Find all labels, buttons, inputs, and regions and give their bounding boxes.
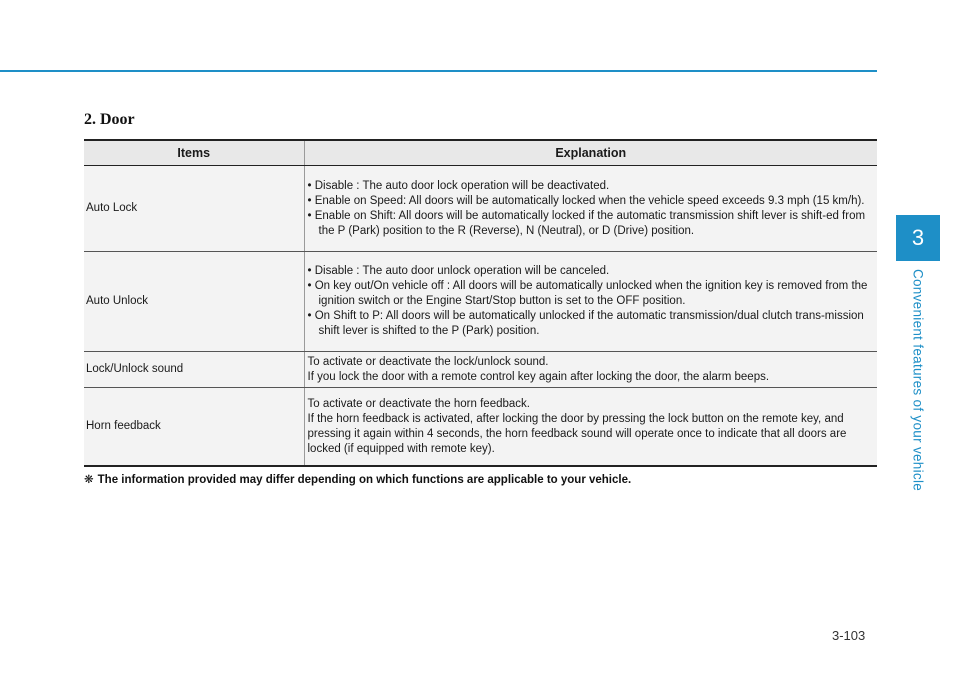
explanation-line: If you lock the door with a remote control key again after locking the door, the alarm beeps. xyxy=(307,370,770,383)
bullet-item: • Disable : The auto door lock operation will be deactivated. xyxy=(308,179,870,194)
row-explanation xyxy=(304,388,877,467)
bullet-list xyxy=(308,179,870,239)
door-settings-table xyxy=(84,139,877,467)
table-row xyxy=(84,352,877,388)
bullet-item: • On Shift to P: All doors will be automatically unlocked if the automatic transmission/dual clutch trans-mission shift lever is shifted to the P (Park) position. xyxy=(308,309,870,339)
row-item-auto-lock: Auto Lock xyxy=(84,166,304,252)
chapter-label: Convenient features of your vehicle xyxy=(910,268,926,492)
footnote xyxy=(84,472,631,486)
explanation-lines xyxy=(308,355,870,385)
table-row xyxy=(84,388,877,467)
top-rule xyxy=(0,70,877,72)
bullet-item: • Enable on Shift: All doors will be automatically locked if the automatic transmission shift lever is shift-ed from the P (Park) position to the R (Reverse), N (Neutral), or D (Drive) position. xyxy=(308,209,870,239)
row-explanation xyxy=(304,352,877,388)
explanation-lines xyxy=(308,397,870,457)
explanation-line: To activate or deactivate the horn feedback. xyxy=(307,397,530,410)
row-item-horn-feedback: Horn feedback xyxy=(84,388,304,467)
footnote-text: The information provided may differ depending on which functions are applicable to your vehicle. xyxy=(97,474,632,486)
table-row xyxy=(84,166,877,252)
bullet-item: • Disable : The auto door unlock operation will be canceled. xyxy=(308,264,870,279)
bullet-item: • On key out/On vehicle off : All doors will be automatically unlocked when the ignition key is removed from the ignition switch or the Engine Start/Stop button is set to the OFF position. xyxy=(308,279,870,309)
page-number: 3-103 xyxy=(832,628,866,643)
explanation-line: To activate or deactivate the lock/unlock sound. xyxy=(307,355,549,368)
table-row xyxy=(84,252,877,352)
section-title: 2. Door xyxy=(84,111,135,128)
table-header-row xyxy=(84,140,877,166)
bullet-list xyxy=(308,264,870,339)
bullet-item: • Enable on Speed: All doors will be automatically locked when the vehicle speed exceeds 9.3 mph (15 km/h). xyxy=(308,194,870,209)
explanation-line: If the horn feedback is activated, after locking the door by pressing the lock button on the remote key, and pressing it again within 4 seconds, the horn feedback sound will operate once to indicate that all doors are locked (if equipped with remote key). xyxy=(307,412,847,455)
header-items: Items xyxy=(84,140,304,166)
row-explanation xyxy=(304,166,877,252)
row-item-lock-unlock-sound: Lock/Unlock sound xyxy=(84,352,304,388)
header-explanation: Explanation xyxy=(304,140,877,166)
chapter-tab: 3 xyxy=(896,215,940,261)
row-item-auto-unlock: Auto Unlock xyxy=(84,252,304,352)
note-asterisk-icon: ❋ xyxy=(84,474,94,486)
row-explanation xyxy=(304,252,877,352)
